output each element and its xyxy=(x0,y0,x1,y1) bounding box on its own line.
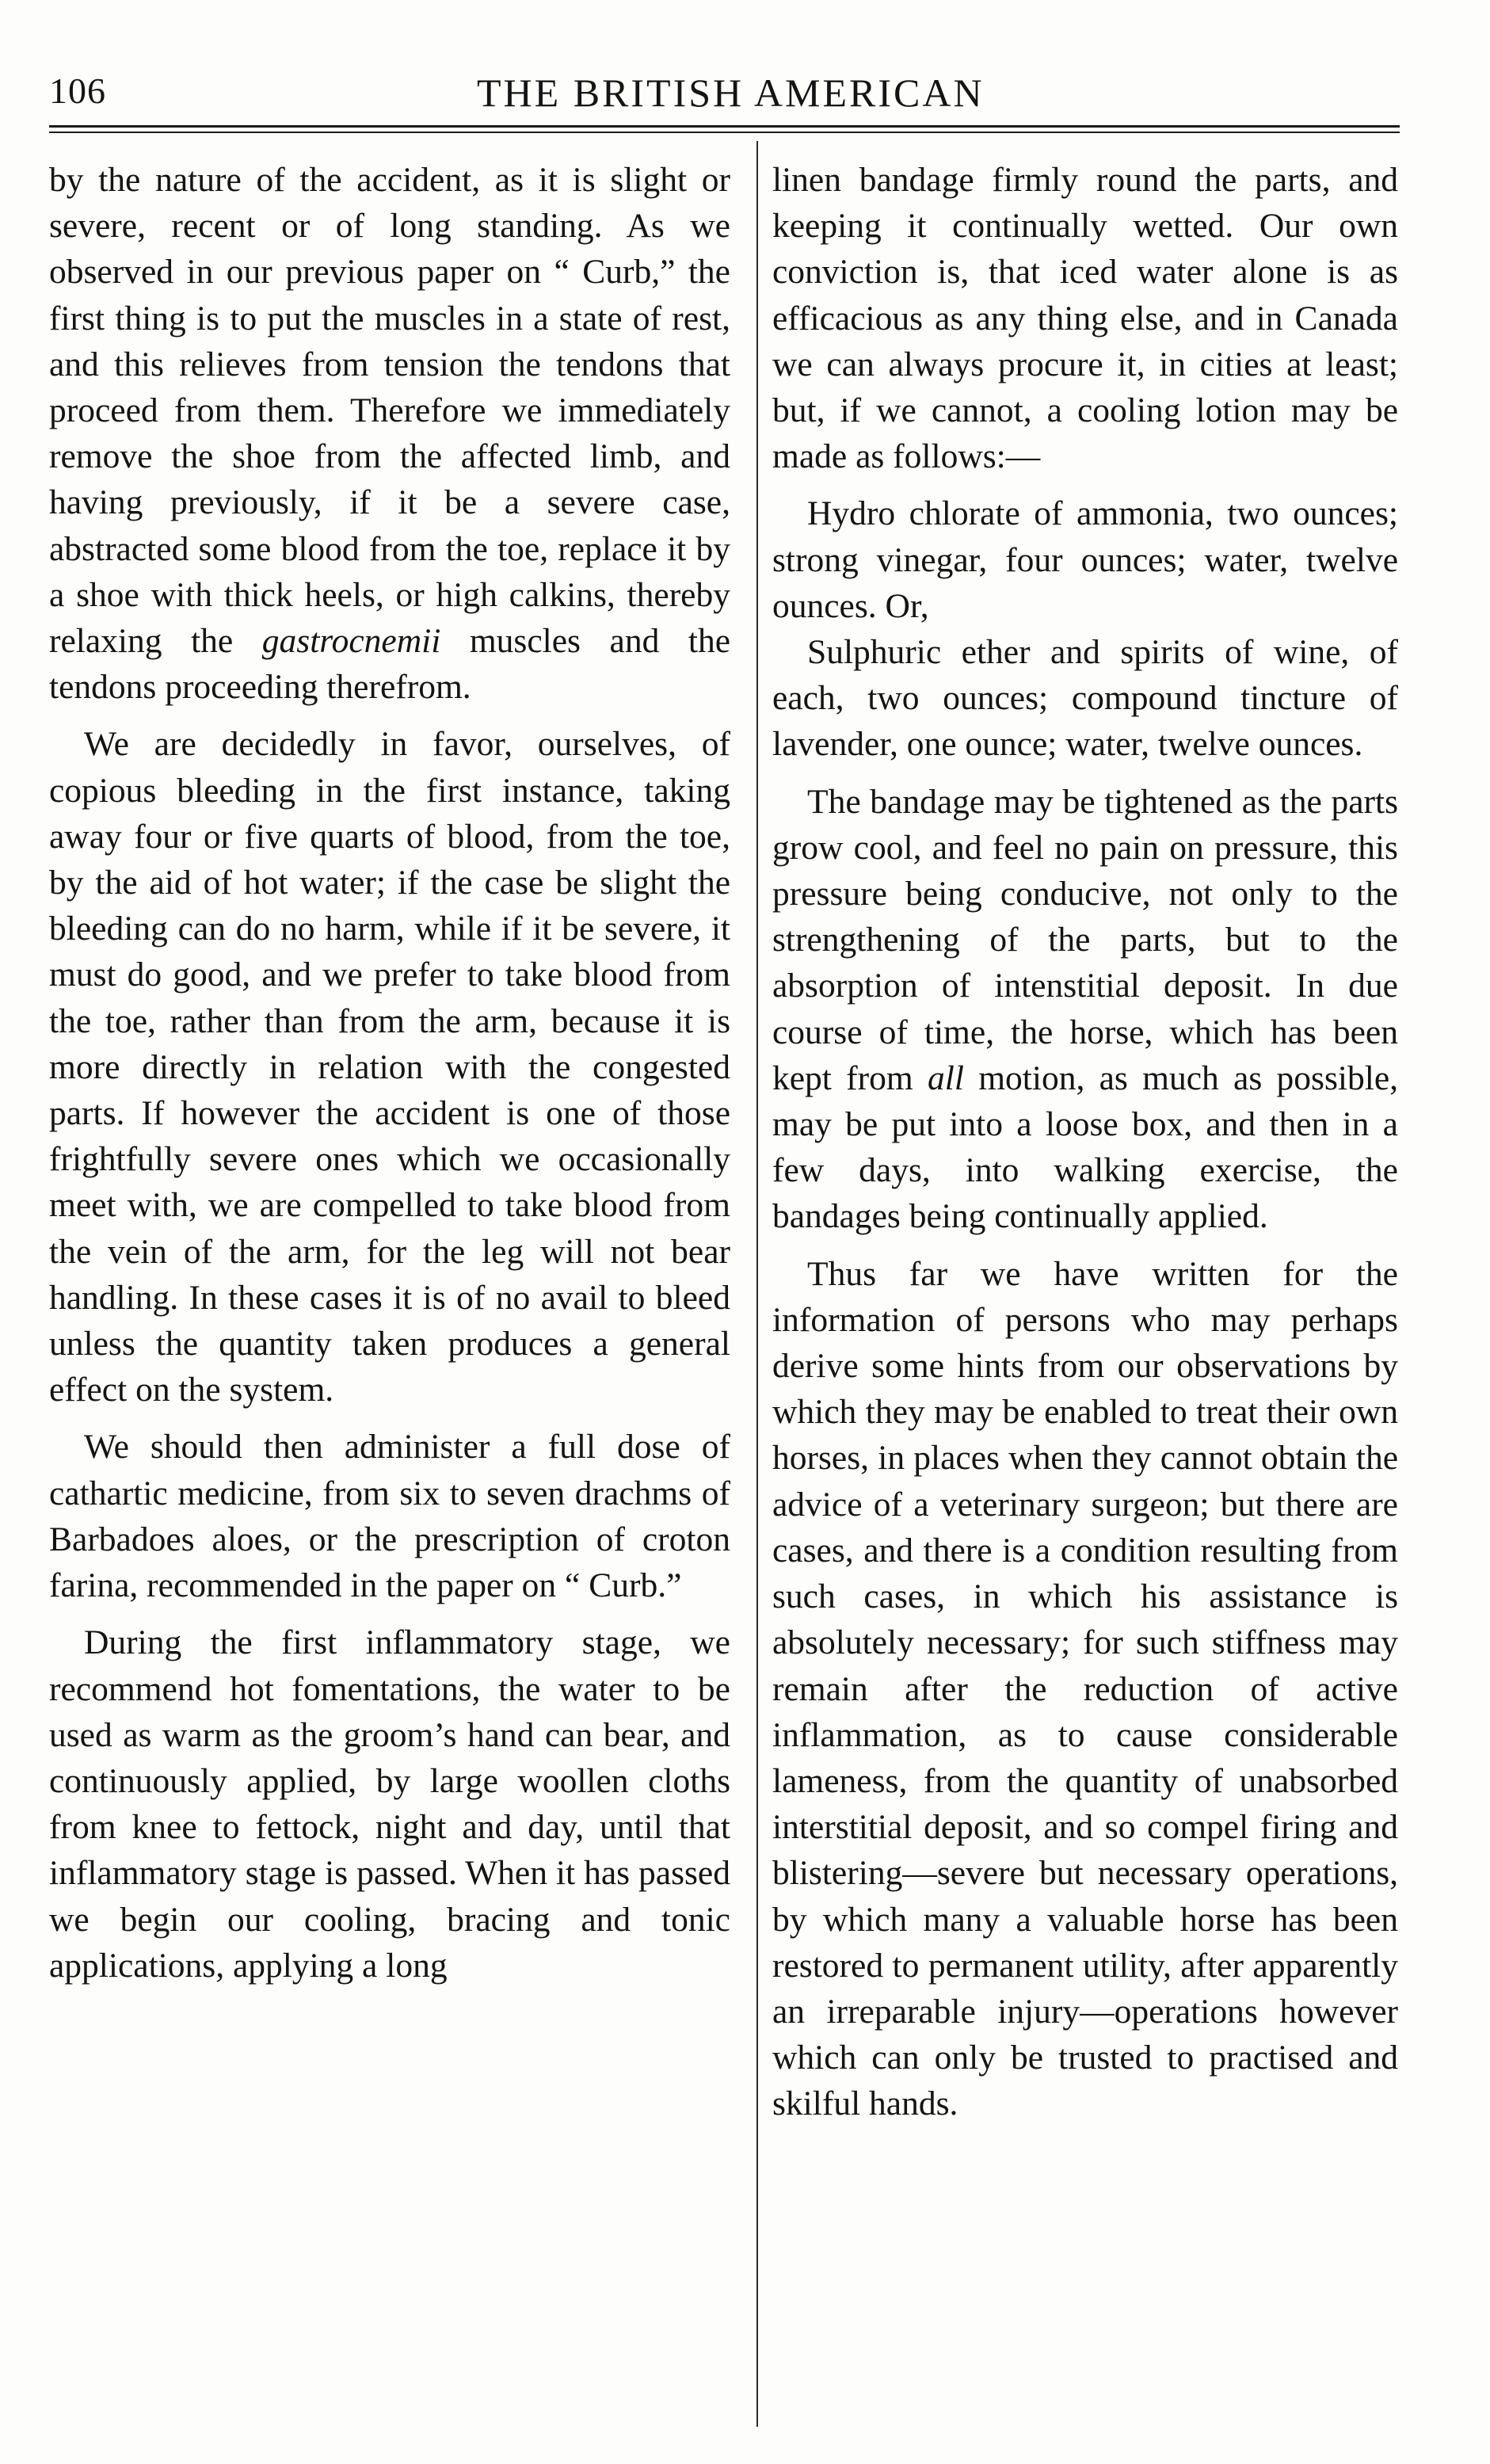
italic-term: gastrocnemii xyxy=(261,622,441,661)
header-rule-top xyxy=(49,125,1400,128)
page-number: 106 xyxy=(49,71,106,111)
running-title: THE BRITISH AMERICAN xyxy=(477,71,985,115)
paragraph-text: muscles and the tendons proceeding therefrom. xyxy=(49,622,731,707)
paragraph: We should then administer a full dose of cathartic medicine, from six to seven drachms of Barbadoes aloes, or the prescription of croton farina, recommended in the paper on “ Curb.” xyxy=(49,1428,730,1605)
header-rule-bottom xyxy=(49,132,1400,133)
paragraph: During the first inflammatory stage, we recommend hot fomentations, the water to be used as warm as the groom’s hand can bear, and continuously applied, by large woollen cloths from knee to fettock, night and day, until that inflammatory stage is passed. When it has passed we begin our cooling, bracing and tonic applications, applying a long xyxy=(49,1623,730,1985)
left-column xyxy=(49,157,730,1989)
page-header xyxy=(49,70,1396,125)
formula-recipe: Hydro chlorate of ammonia, two ounces; strong vinegar, four ounces; water, twelve ounces. Or, xyxy=(772,494,1398,625)
paragraph xyxy=(49,157,730,710)
right-column xyxy=(772,157,1398,2127)
paragraph: Thus far we have written for the information of persons who may perhaps derive some hints from our observations by which they may be enabled to treat their own horses, in places when they cannot obtain the advice of a veterinary surgeon; but there are cases, and there is a condition resulting from such cases, in which his assistance is absolutely necessary; for such stiffness may remain after the reduction of active inflammation, as to cause considerable lameness, from the quantity of unabsorbed interstitial deposit, and so compel firing and blistering—severe but necessary operations, by which many a valuable horse has been restored to permanent utility, after apparently an irreparable injury—operations however which can only be trusted to practised and skilful hands. xyxy=(772,1254,1398,2123)
paragraph xyxy=(772,779,1398,1240)
paragraph: We are decidedly in favor, ourselves, of copious bleeding in the first instance, taking away four or five quarts of blood, from the toe, by the aid of hot water; if the case be slight the bleeding can do no harm, while if it be severe, it must do good, and we prefer to take blood from the toe, rather than from the arm, because it is more directly in relation with the congested parts. If however the accident is one of those frightfully severe ones which we occasionally meet with, we are compelled to take blood from the vein of the arm, for the leg will not bear handling. In these cases it is of no avail to bleed unless the quantity taken produces a general effect on the system. xyxy=(49,725,730,1409)
paragraph: linen bandage firmly round the parts, and keeping it continually wetted. Our own conviction is, that iced water alone is as efficacious as any thing else, and in Canada we can always procure it, in cities at least; but, if we cannot, a cooling lotion may be made as follows:— xyxy=(772,161,1398,476)
italic-term: all xyxy=(928,1058,964,1097)
column-divider xyxy=(756,141,758,2427)
paragraph-text: motion, as much as possible, may be put into a loose box, and then in a few days, into walking exercise, the bandages being continually applied. xyxy=(772,1058,1399,1236)
paragraph-text: The bandage may be tightened as the parts grow cool, and feel no pain on pressure, this pressure being conducive, not only to the strengthening of the parts, but to the absorption of intenstitial deposit. In due course of time, the horse, which has been kept from xyxy=(772,782,1398,1097)
paragraph-text: by the nature of the accident, as it is slight or severe, recent or of long standing. As we observed in our previous paper on “ Curb,” the first thing is to put the muscles in a state of rest, and this relieves from tension the tendons that proceed from them. Therefore we immediately remove the shoe from the affected limb, and having previously, if it be a severe case, abstracted some blood from the toe, replace it by a shoe with thick heels, or high calkins, thereby relaxing the xyxy=(49,161,730,661)
formula-recipe: Sulphuric ether and spirits of wine, of each, two ounces; compound tincture of lavender, one ounce; water, twelve ounces. xyxy=(772,633,1398,764)
